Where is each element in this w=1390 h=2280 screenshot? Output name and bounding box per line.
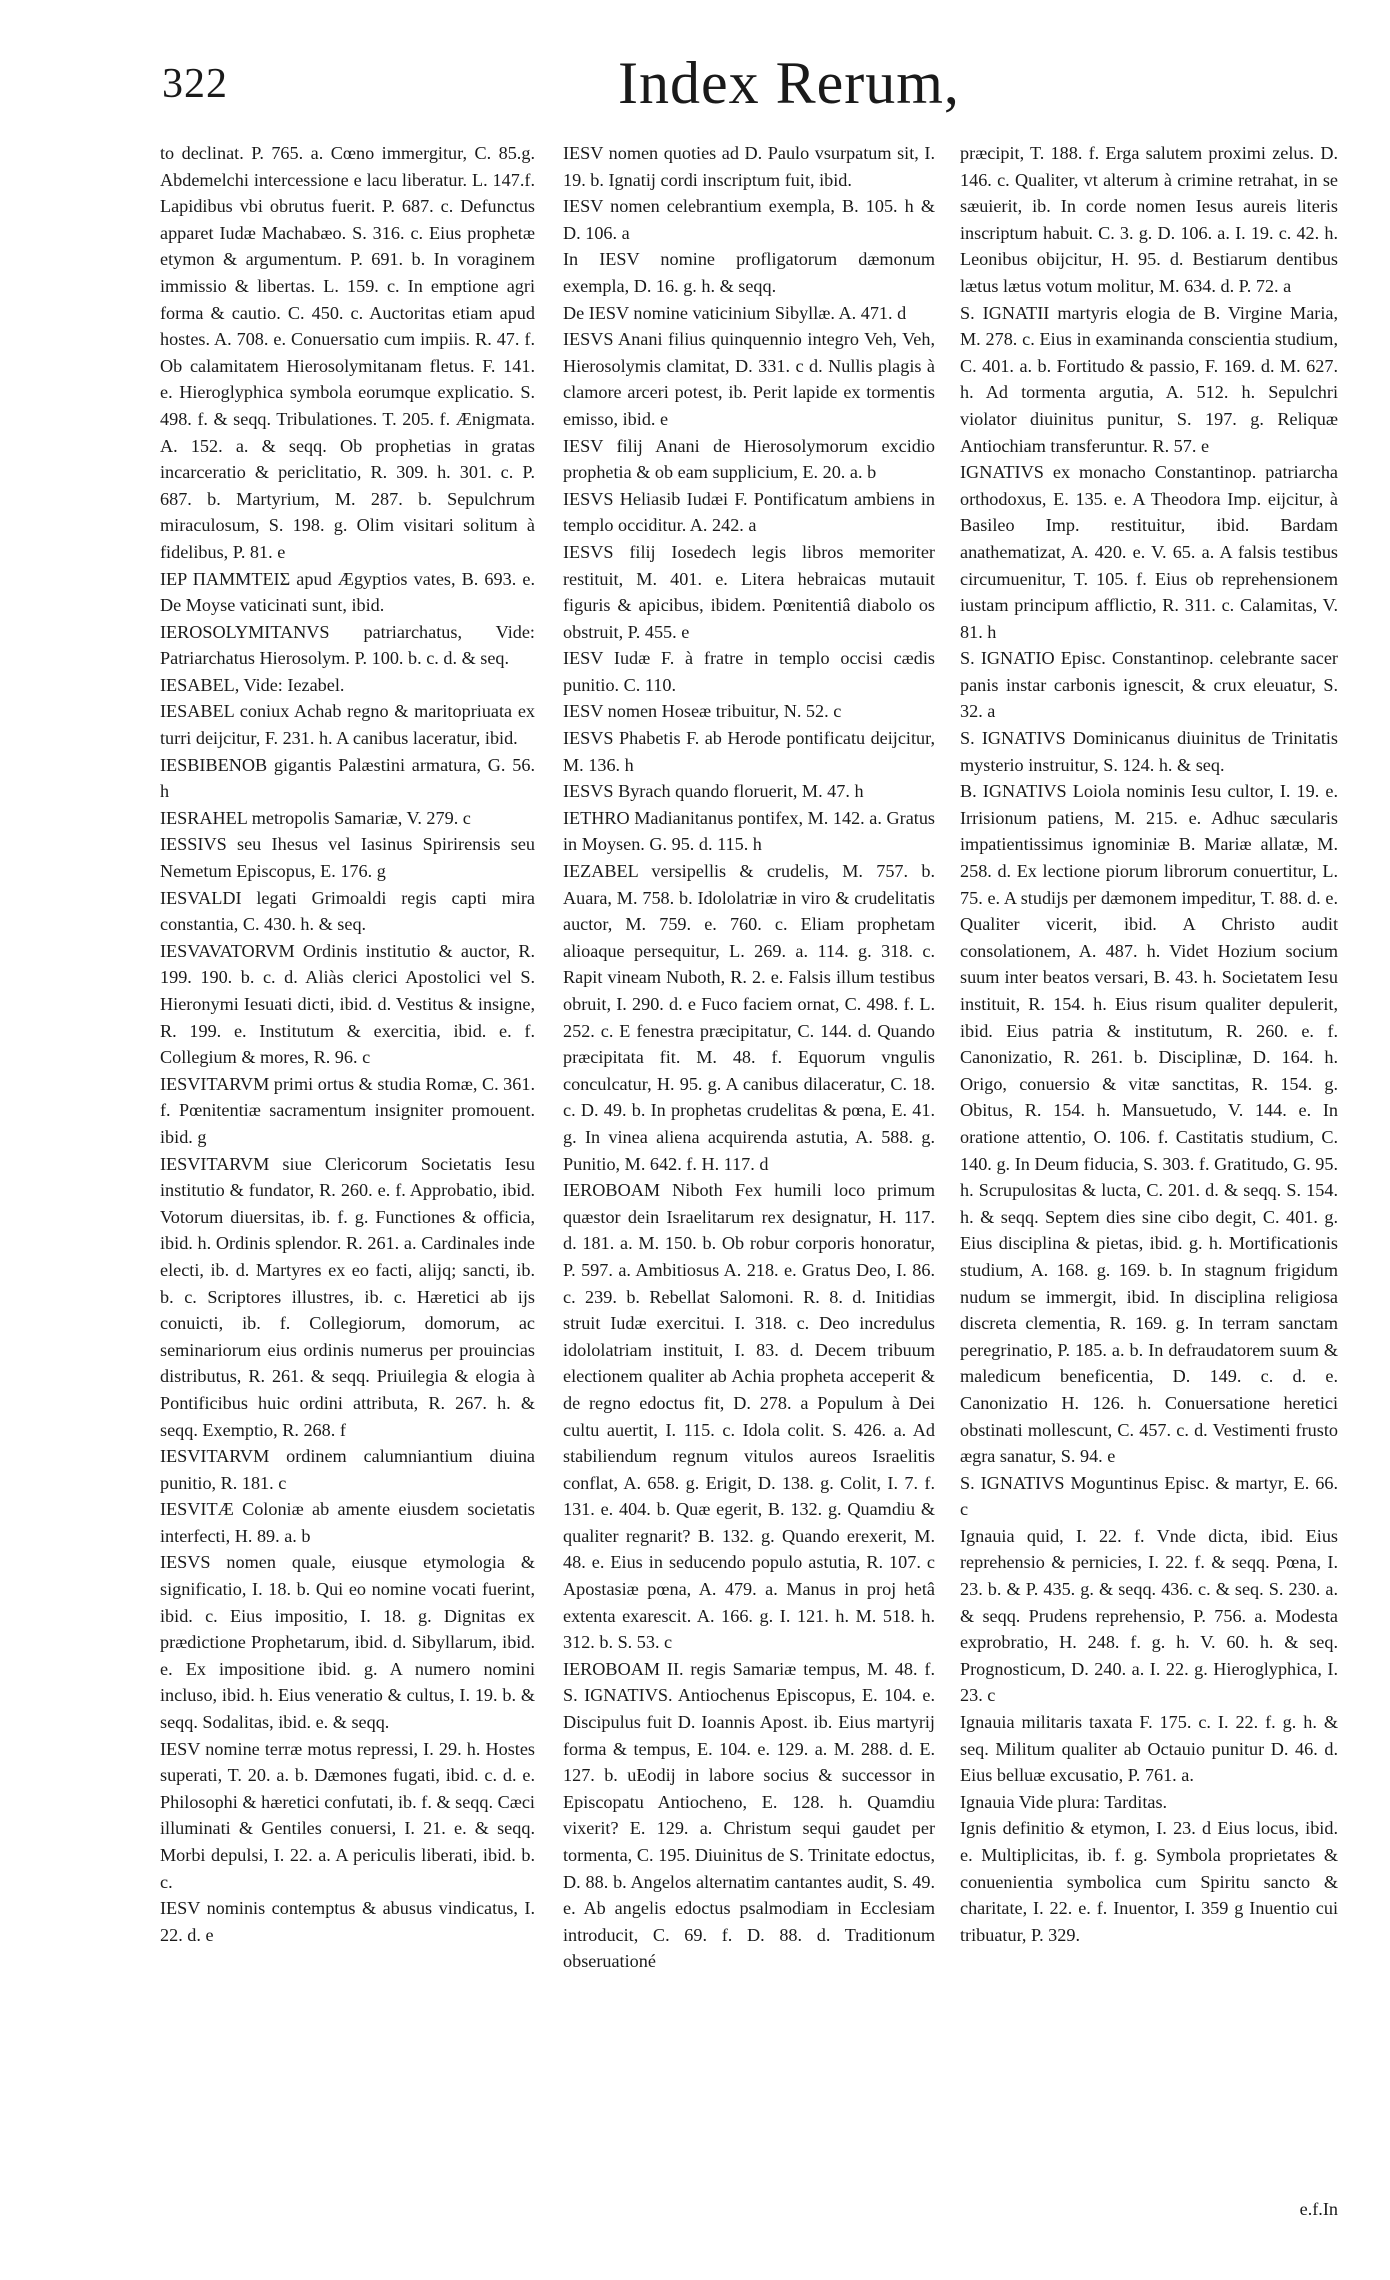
index-entry: IESV Iudæ F. à fratre in templo occisi cædis punitio. C. 110. xyxy=(563,648,935,695)
index-entry: Ignauia Vide plura: Tarditas. xyxy=(960,1791,1168,1812)
index-entry: IESV nominis contemptus & abusus vindicatus, I. 22. d. e xyxy=(160,1898,535,1945)
index-entry: IESVAVATORVM Ordinis institutio & auctor, R. 199. 190. b. c. d. Aliàs clerici Apostolici vel S. Hieronymi Iesuati dicti, ibid. d. Vestitus & insigne, R. 199. e. Institutum & exercitia, ibid. e. f. Collegium & mores, R. 96. c xyxy=(160,940,535,1068)
index-entry: IEROBOAM II. regis Samariæ tempus, M. 48. f. S. IGNATIVS. Antiochenus Episcopus, E. 104. e. Discipulus fuit D. Ioannis Apost. ib. Eius martyrij forma & tempus, E. 104. e. 129. a. M. 288. d. E. 127. b. uEodij in labore socius & successor in Episcopatu Antiocheno, E. 128. h. Quamdiu vixerit? E. 129. a. Christum sequi gaudet per tormenta, C. 195. Diuinitus de S. Trinitate edoctus, D. 88. b. Angelos alternatim cantantes audit, S. 49. e. Ab angelis edoctus psalmodiam in Ecclesiam introducit, C. 69. f. D. 88. d. Traditionum obseruationé xyxy=(563,1658,935,1972)
index-column-right xyxy=(960,140,1338,1948)
index-entry: IEP ΠΑΜΜΤΕΙΣ apud Ægyptios vates, B. 693. e. De Moyse vaticinati sunt, ibid. xyxy=(160,568,535,616)
index-entry: IETHRO Madianitanus pontifex, M. 142. a. Gratus in Moysen. G. 95. d. 115. h xyxy=(563,807,935,855)
index-column-middle xyxy=(563,140,935,1975)
index-entry: IESVITARVM primi ortus & studia Romæ, C. 361. f. Pœnitentiæ sacramentum insigniter promouent. ibid. g xyxy=(160,1073,535,1147)
index-entry: IESVITARVM ordinem calumniantium diuina punitio, R. 181. c xyxy=(160,1446,535,1493)
index-entry: Ignauia militaris taxata F. 175. c. I. 22. f. g. h. & seq. Militum qualiter ab Octauio punitur D. 46. d. Eius belluæ excusatio, P. 761. a. xyxy=(960,1712,1338,1786)
index-entry: IESABEL, Vide: Iezabel. xyxy=(160,674,345,695)
index-entry: IESBIBENOB gigantis Palæstini armatura, G. 56. h xyxy=(160,754,535,802)
index-entry: IESVS Byrach quando floruerit, M. 47. h xyxy=(563,781,864,802)
index-entry: IESVS Anani filius quinquennio integro Veh, Veh, Hierosolymis clamitat, D. 331. c d. Nullis plagis à clamore arceri potest, ib. Perit lapide ex tormentis emisso, ibid. e xyxy=(563,329,935,429)
index-entry: IESSIVS seu Ihesus vel Iasinus Spirirensis seu Nemetum Episcopus, E. 176. g xyxy=(160,834,535,882)
index-entry: IESVITARVM siue Clericorum Societatis Iesu institutio & fundator, R. 260. e. f. Approbatio, ibid. Votorum diuersitas, ib. f. g. Functiones & officia, ibid. h. Ordinis splendor. R. 261. a. Cardinales inde electi, ib. d. Martyres ex eo facti, alijq; sancti, ib. b. c. Scriptores illustres, ib. c. Hæretici ab ijs conuicti, ib. f. Collegiorum, domorum, ac seminariorum eius ordinis numerus per prouincias distributus, R. 261. & seqq. Priuilegia & elogia à Pontificibus huic ordini attributa, R. 267. h. & seqq. Exemptio, R. 268. f xyxy=(160,1153,535,1440)
index-entry: IESV nomen celebrantium exempla, B. 105. h & D. 106. a xyxy=(563,196,935,243)
index-entry: IESABEL coniux Achab regno & maritopriuata ex turri deijcitur, F. 231. h. A canibus laceratur, ibid. xyxy=(160,701,535,749)
index-entry: IESV nomen quoties ad D. Paulo vsurpatum sit, I. 19. b. Ignatij cordi inscriptum fuit, ibid. xyxy=(563,143,935,190)
index-entry: S. IGNATIO Episc. Constantinop. celebrante sacer panis instar carbonis ignescit, & crux eleuatur, S. 32. a xyxy=(960,648,1338,722)
index-entry: Ignauia quid, I. 22. f. Vnde dicta, ibid. Eius reprehensio & pernicies, I. 22. f. & seqq. Pœna, I. 23. b. & P. 435. g. & seqq. 436. c. & seq. S. 230. a. & seqq. Prudens reprehensio, P. 756. a. Modesta exprobratio, H. 248. f. g. h. V. 60. h. & seq. Prognosticum, D. 240. a. I. 22. g. Hieroglyphica, I. 23. c xyxy=(960,1525,1338,1706)
index-entry: B. IGNATIVS Loiola nominis Iesu cultor, I. 19. e. Irrisionum patiens, M. 215. e. Adhuc sæcularis impatientissimus ignominiæ B. Mariæ allatæ, M. 258. d. Ex lectione piorum librorum conuertitur, L. 75. e. A studijs per dæmonem impeditur, T. 88. d. e. Qualiter vicerit, ibid. A Christo audit consolationem, A. 487. h. Videt Hozium socium suum inter beatos versari, B. 43. h. Societatem Iesu instituit, R. 154. h. Eius risum qualiter depulerit, ibid. Eius patria & institutum, R. 260. e. f. Canonizatio, R. 261. b. Disciplinæ, D. 164. h. Origo, conuersio & vitæ sanctitas, R. 154. g. Obitus, R. 154. h. Mansuetudo, V. 144. e. In oratione attentio, O. 106. f. Castitatis studium, C. 140. g. In Deum fiducia, S. 303. f. Gratitudo, G. 95. h. Scrupulositas & lucta, C. 201. d. & seqq. S. 154. h. & seqq. Septem dies sine cibo degit, C. 401. g. Eius disciplina & pietas, ibid. g. h. Mortificationis studium, A. 168. g. 169. b. In stagnum frigidum nudum se immergit, ibid. In disciplina religiosa discreta clementia, R. 169. g. In terram sanctam peregrinatio, P. 185. a. b. In defraudatorem suum & maledicum beneficentia, D. 149. c. d. e. Canonizatio H. 126. h. Conuersatione heretici obstinati mollescunt, C. 457. c. d. Vestimenti frusto ægra sanatur, S. 94. e xyxy=(960,781,1338,1467)
index-entry: IESVALDI legati Grimoaldi regis capti mira constantia, C. 430. h. & seq. xyxy=(160,887,535,935)
index-entry: IESVS Heliasib Iudæi F. Pontificatum ambiens in templo occiditur. A. 242. a xyxy=(563,488,935,536)
index-column-left xyxy=(160,140,535,1948)
index-entry: IESVITÆ Coloniæ ab amente eiusdem societatis interfecti, H. 89. a. b xyxy=(160,1499,535,1546)
index-entry: S. IGNATIVS Moguntinus Episc. & martyr, E. 66. c xyxy=(960,1472,1338,1520)
index-entry: IESVS nomen quale, eiusque etymologia & significatio, I. 18. b. Qui eo nomine vocati fuerint, ibid. c. Eius impositio, I. 18. g. Dignitas ex prædictione Prophetarum, ibid. d. Sibyllarum, ibid. e. Ex impositione ibid. g. A numero nomini incluso, ibid. h. Eius veneratio & cultus, I. 19. b. & seqq. Sodalitas, ibid. e. & seqq. xyxy=(160,1552,535,1733)
page-number: 322 xyxy=(162,61,228,107)
index-entry: IEZABEL versipellis & crudelis, M. 757. b. Auara, M. 758. b. Idololatriæ in viro & crudelitatis auctor, M. 759. e. 760. c. Eliam prophetam alioaque persequitur, L. 269. a. 114. g. 318. c. Rapit vineam Nuboth, R. 2. e. Falsis illum testibus obruit, I. 290. d. e Fuco faciem ornat, C. 498. f. L. 252. c. E fenestra præcipitatur, C. 144. d. Quando præcipitata fit. M. 48. f. Equorum vngulis conculcatur, H. 95. g. A canibus dilaceratur, C. 18. c. D. 49. b. In prophetas crudelitas & pœna, E. 41. g. In vinea aliena acquirenda astutia, A. 588. g. Punitio, M. 642. f. H. 117. d xyxy=(563,861,935,1174)
index-entry: IESV nomine terræ motus repressi, I. 29. h. Hostes superati, T. 20. a. b. Dæmones fugati, ibid. c. d. e. Philosophi & hæretici confutati, ib. f. & seqq. Cæci illuminati & Gentiles conuersi, I. 21. e. & seqq. Morbi depulsi, I. 22. a. A periculis liberati, ibid. b. c. xyxy=(160,1738,535,1892)
index-entry: In IESV nomine profligatorum dæmonum exempla, D. 16. g. h. & seqq. xyxy=(563,249,935,296)
index-entry: IESVS filij Iosedech legis libros memoriter restituit, M. 401. e. Litera hebraicas mutauit figuris & apicibus, ibidem. Pœnitentiâ diabolo os obstruit, P. 455. e xyxy=(563,541,935,642)
index-entry: S. IGNATIVS Dominicanus diuinitus de Trinitatis mysterio instruitur, S. 124. h. & seq. xyxy=(960,728,1338,775)
catchword: e.f.In xyxy=(1299,2199,1338,2219)
index-entry: to declinat. P. 765. a. Cœno immergitur, C. 85.g. Abdemelchi intercessione e lacu liberatur. L. 147.f. Lapidibus vbi obrutus fuerit. P. 687. c. Defunctus apparet Iudæ Machabæo. S. 316. c. Eius prophetæ etymon & argumentum. P. 691. b. In voraginem immissio & libertas. L. 159. c. In emptione agri forma & cautio. C. 450. c. Auctoritas etiam apud hostes. A. 708. e. Conuersatio cum impiis. R. 47. f. Ob calamitatem Hierosolymitanam fletus. F. 141. e. Hieroglyphica symbola eorumque explicatio. S. 498. f. & seqq. Tribulationes. T. 205. f. Ænigmata. A. 152. a. & seqq. Ob prophetias in gratas incarceratio & periclitatio, R. 309. h. 301. c. P. 687. b. Martyrium, M. 287. b. Sepulchrum miraculosum, S. 198. g. Olim visitari solitum à fidelibus, P. 81. e xyxy=(160,143,535,562)
index-entry: IESV nomen Hoseæ tribuitur, N. 52. c xyxy=(563,701,842,722)
index-entry: IESRAHEL metropolis Samariæ, V. 279. c xyxy=(160,807,471,828)
index-entry: præcipit, T. 188. f. Erga salutem proximi zelus. D. 146. c. Qualiter, vt alterum à crimine retrahat, in se sæuierit, ib. In corde nomen Iesus aureis literis inscriptum habuit. C. 3. g. D. 106. a. I. 19. c. 42. h. Leonibus obijcitur, H. 95. d. Bestiarum dentibus lætus lætus votum molitur, M. 634. d. P. 72. a xyxy=(960,143,1338,296)
index-entry: IGNATIVS ex monacho Constantinop. patriarcha orthodoxus, E. 135. e. A Theodora Imp. eijcitur, à Basileo Imp. restituitur, ibid. Bardam anathematizat, A. 420. e. V. 65. a. A falsis testibus circumuenitur, T. 105. f. Eius ob reprehensionem iustam principum afflictio, R. 311. c. Calamitas, V. 81. h xyxy=(960,462,1338,642)
index-entry: IESVS Phabetis F. ab Herode pontificatu deijcitur, M. 136. h xyxy=(563,728,935,775)
index-entry: Ignis definitio & etymon, I. 23. d Eius locus, ibid. e. Multiplicitas, ib. f. g. Symbola proprietates & conuenientia symbolica cum Spiritu sancto & charitate, I. 22. e. f. Inuentor, I. 359 g Inuentio cui tribuatur, P. 329. xyxy=(960,1818,1338,1945)
index-entry: IESV filij Anani de Hierosolymorum excidio prophetia & ob eam supplicium, E. 20. a. b xyxy=(563,435,935,483)
index-entry: S. IGNATII martyris elogia de B. Virgine Maria, M. 278. c. Eius in examinanda conscientia studium, C. 401. a. b. Fortitudo & passio, F. 169. d. M. 627. h. Ad tormenta argutia, A. 512. h. Sepulchri violator diuinitus punitur, S. 197. g. Reliquæ Antiochiam transferuntur. R. 57. e xyxy=(960,302,1338,456)
index-entry: IEROBOAM Niboth Fex humili loco primum quæstor dein Israelitarum rex designatur, H. 117. d. 181. a. M. 150. b. Ob robur corporis honoratur, P. 597. a. Ambitiosus A. 218. e. Gratus Deo, I. 86. c. 239. b. Rebellat Salomoni. R. 8. d. Initidias struit Iudæ exercitui. I. 318. c. Deo incredulus idololatriam instituit, I. 83. d. Decem tribuum electionem qualiter ab Achia propheta acceperit & de regno edoctus fit, D. 278. a Populum à Dei cultu auertit, I. 115. c. Idola colit. S. 426. a. Ad stabiliendum regnum vitulos aureos Israelitis conflat, A. 658. g. Erigit, D. 138. g. Colit, I. 7. f. 131. e. 404. b. Quæ egerit, B. 132. g. Quamdiu & qualiter regnarit? B. 132. g. Quando erexerit, M. 48. e. Eius in seducendo populo astutia, R. 107. c Apostasiæ pœna, A. 479. a. Manus in proj hetâ extenta exarescit. A. 166. g. I. 121. h. M. 518. h. 312. b. S. 53. c xyxy=(563,1180,935,1653)
running-title: Index Rerum, xyxy=(618,50,960,116)
index-entry: IEROSOLYMITANVS patriarchatus, Vide: Patriarchatus Hierosolym. P. 100. b. c. d. & seq. xyxy=(160,621,535,669)
index-entry: De IESV nomine vaticinium Sibyllæ. A. 471. d xyxy=(563,302,907,323)
